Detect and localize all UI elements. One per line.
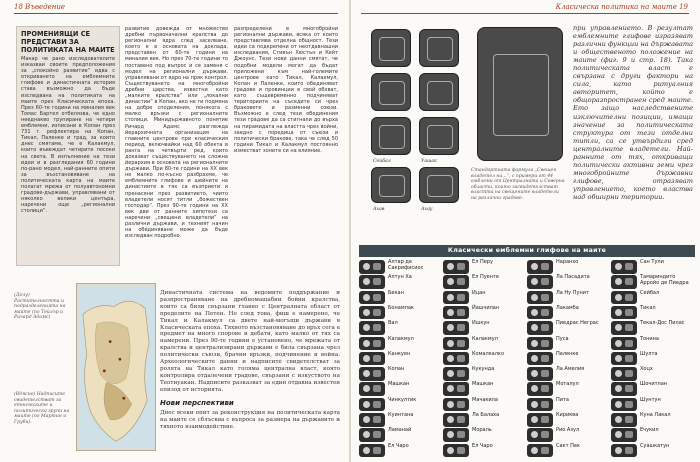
emblem-site-name: Текал-Дос Пилас [640, 320, 685, 327]
emblem-site-name: Паленке [556, 350, 579, 357]
emblem-site-name: Наранхо [556, 259, 579, 265]
emblem-site-name: Ла Амелия [556, 366, 585, 373]
emblem-site-name: Пуса [556, 335, 569, 342]
emblem-entry [527, 427, 611, 443]
emblem-entry [527, 320, 611, 336]
emblem-entry [443, 351, 527, 367]
emblem-site-name: Пита [556, 396, 569, 403]
glyph-image-3 [371, 73, 411, 111]
sidebar-text: Макар че рано изследователите изказваи своите предположения за „спокойно развитие“ идва с откриването на емблемните глифове и династичната история става възможно да бъде изследвана на политиката на маите през Класическата епоха. През 60-те години на миналия век Томас Бартел отбелязва, че едно нееднакво групиране на четири емблемни, изписани в Копан през 731 г. рефлектира на Копан, Тикал, Паленке и град, за които днес смятаме, че е Калакмул, които въвеждат четирите посоки на света. В изпълнение на тези идеи и в разгледания 60 години по-рано модел, най-ранните опити за възстановяване на политическата карта на маите полагат мрежа от полуавтономни градове-държави, управлявани от няколко велики центъра, наречени още „регионални столици“. [21, 56, 115, 215]
left-page-header [14, 3, 65, 11]
emblem-glyph-icon [611, 352, 637, 366]
emblem-glyph-icon [527, 306, 553, 320]
emblem-site-name: Калакмул [388, 335, 414, 342]
subhead-new-perspectives: Нови перспективи [160, 399, 234, 407]
emblem-site-name: Ла Пасадита [556, 274, 590, 281]
emblem-entry [527, 381, 611, 397]
emblem-glyph-icon [359, 413, 385, 427]
emblem-entry [359, 397, 443, 413]
emblem-entry [359, 259, 443, 275]
emblem-entry [527, 351, 611, 367]
glyph-label-3: Ахав [373, 207, 385, 212]
emblem-entry [611, 290, 695, 306]
emblem-site-name: Машкан [388, 381, 410, 388]
emblem-entry [359, 305, 443, 321]
emblem-entry [443, 397, 527, 413]
glyph-label-1: Сейбал [373, 159, 391, 164]
right-section-title: Класическа политика на маите [555, 3, 677, 11]
emblem-glyph-icon [611, 260, 637, 274]
emblem-table-title: Класически емблемни глифове на маите [359, 245, 695, 257]
emblem-glyph-icon [443, 398, 469, 412]
emblem-glyph-icon [611, 428, 637, 442]
emblem-glyph-icon [359, 382, 385, 396]
emblem-site-name: Ла Балаха [472, 412, 500, 418]
right-page [351, 0, 700, 462]
large-glyph-panel [477, 27, 563, 161]
emblem-glyph-icon [527, 444, 553, 458]
emblem-entry [611, 320, 695, 336]
emblem-entry [611, 412, 695, 428]
figure-caption: Стандартната формула „Свещен владетел на...“, с примери от 44 емблеми от Централната и Северна области, които засвидетелстват властта на свещените владетели на различни градове. [471, 168, 565, 201]
emblem-site-name: Кукунда [472, 366, 495, 373]
emblem-entry [527, 397, 611, 413]
subhead-text: Днес всеки опит за реконструкция на политическата карта на маите се сблъсква с въпроса за размера на държавите и тяхното взаимодействие. [160, 410, 340, 430]
emblem-entry [527, 290, 611, 306]
glyph-image-5 [371, 117, 411, 155]
emblem-glyph-icon [443, 428, 469, 442]
emblem-site-name: Тикал [640, 304, 656, 311]
emblem-site-name: Вал [388, 320, 398, 327]
emblem-entry [359, 381, 443, 397]
emblem-entry [611, 443, 695, 459]
emblem-entry [359, 412, 443, 428]
emblem-site-name: Алтун Ха [388, 274, 412, 281]
emblem-entry [527, 366, 611, 382]
emblem-entry [527, 274, 611, 290]
emblem-glyph-icon [443, 367, 469, 381]
emblem-glyph-icon [611, 398, 637, 412]
emblem-site-name: Хоцх [640, 366, 653, 373]
emblem-site-name: Машкан [472, 381, 494, 388]
emblem-glyph-icon [359, 367, 385, 381]
emblem-entry [443, 443, 527, 459]
emblem-entry [527, 443, 611, 459]
emblem-entry [611, 336, 695, 352]
emblem-entry [443, 290, 527, 306]
emblem-entry [443, 412, 527, 428]
emblem-entry [611, 305, 695, 321]
emblem-site-name: Сейбал [640, 289, 660, 296]
emblem-glyph-icon [611, 306, 637, 320]
emblem-entry [359, 320, 443, 336]
emblem-glyph-icon [527, 382, 553, 396]
emblem-glyph-icon [443, 352, 469, 366]
emblem-glyph-icon [611, 321, 637, 335]
emblem-entry [359, 366, 443, 382]
emblem-glyph-icon [443, 275, 469, 289]
emblem-entry [443, 336, 527, 352]
emblem-entry [359, 427, 443, 443]
emblem-entry [359, 443, 443, 459]
emblem-site-name: Рио Азул [556, 427, 580, 434]
emblem-entry [611, 259, 695, 275]
emblem-glyph-icon [527, 367, 553, 381]
map-caption-2: (Вдясно) Надписите свидетелстват за етническите и политически групи на маите (по Мартин и Груби). [14, 392, 70, 425]
emblem-entry [611, 397, 695, 413]
right-body-text: при управлението. В резултат емблемните глифове изразяват различни функции на държавата и общественото положение на маите (фиг. 9 и стр. 18). Така политическата власт е свързана с други фактори на сила, като ритуалния авторитет, който е общоразпространен сред маите. Ето защо наследствените изключителни позиции, имащи значение за политическата структура от тези отделни титли, са се утвърдили сред централните владетели. Най-ранните от тях, откриващи политически активни земи чрез многобройните държавни глифове, отразяват управлението, което властва над обширни територии. [573, 24, 693, 201]
emblem-entry [359, 274, 443, 290]
emblem-glyph-icon [611, 275, 637, 289]
emblem-glyph-icon [443, 382, 469, 396]
emblem-glyph-icon [443, 444, 469, 458]
emblem-site-name: Йашчилан [472, 304, 500, 311]
emblem-glyph-icon [443, 260, 469, 274]
emblem-glyph-icon [527, 291, 553, 305]
sidebar-title: ПРОМЕНИЯЩИ СЕ ПРЕДСТАВИ ЗА ПОЛИТИКАТА НА МАИТЕ [21, 30, 115, 54]
emblem-site-name: Лакамба [556, 304, 579, 311]
emblem-glyph-icon [527, 428, 553, 442]
emblem-entry [611, 351, 695, 367]
emblem-site-name: Пиедрас Неграс [556, 320, 599, 327]
sidebar-box [16, 26, 120, 266]
emblem-entry [611, 381, 695, 397]
emblem-site-name: Тамариндито Арройо де Пиедра [640, 274, 689, 287]
emblem-entry [527, 259, 611, 275]
emblem-entry [611, 274, 695, 290]
emblem-site-name: Куинтана [388, 412, 414, 418]
glyph-image-8 [419, 167, 459, 203]
left-section-title: Въведение [25, 3, 66, 11]
emblem-entry [443, 427, 527, 443]
emblem-entry [443, 259, 527, 275]
emblem-site-name: Ицан [472, 289, 486, 296]
emblem-site-name: Бекан [388, 289, 404, 296]
emblem-site-name: Алтар де Сакрифисиос [388, 259, 424, 271]
emblem-site-name: Калакмул [472, 335, 498, 342]
emblem-glyph-icon [527, 352, 553, 366]
emblem-site-name: Комалкалко [472, 350, 504, 357]
emblem-entry [359, 351, 443, 367]
emblem-glyph-icon [443, 337, 469, 351]
emblem-glyph-icon [611, 413, 637, 427]
glyph-label-2: Уашак [421, 159, 437, 164]
emblem-glyph-icon [359, 291, 385, 305]
emblem-glyph-icon [443, 413, 469, 427]
left-page-number: 18 [14, 3, 23, 11]
emblem-site-name: Ла Ну Пунит [556, 289, 589, 296]
emblem-glyph-icon [359, 444, 385, 458]
emblem-site-name: Мачакила [472, 396, 498, 403]
right-header-rule [361, 13, 689, 14]
emblem-entry [359, 336, 443, 352]
emblem-site-name: Ел Пуенте [472, 274, 499, 281]
emblem-site-name: Ел Перу [472, 259, 493, 265]
emblem-site-name: Ел Чаро [472, 442, 493, 449]
emblem-glyph-icon [443, 291, 469, 305]
emblem-entry [611, 427, 695, 443]
emblem-entry [443, 366, 527, 382]
emblem-entry [527, 336, 611, 352]
emblem-glyph-icon [359, 352, 385, 366]
emblem-glyph-icon [359, 260, 385, 274]
emblem-glyph-icon [527, 413, 553, 427]
glyph-label-4: Ахау [421, 207, 433, 212]
left-page [0, 0, 349, 462]
emblem-glyph-icon [527, 398, 553, 412]
map-graphic [77, 284, 155, 450]
glyph-image-7 [371, 167, 411, 203]
emblem-glyph-icon [359, 337, 385, 351]
emblem-glyph-table [359, 245, 695, 457]
column-3-text: разпределени в многобройни регионални държави, всяка от които представлява отделна общност. Тези идеи са подкрепени от неотдавнашни изследвания, Стивън Хюстън и Кейт Джоунс. Тези нови данни смятат, че подобни модели могат да бъдат приложени към най-големите центрове като Тикал, Калакмул, Копан и Паленке, които обединяват градове и провинции в свой обхват, като същевременно подчиняват териториите на съседите си чрез браковете и разменни союзи. Възможно е след тези обединения тези градове да са стигнали до върха на пирамидата на властта чрез войни, заедно с поредица от съюзи и политически бракове, така че след 50 години Тикал и Калакмул постоянно изместват зоните си на влияние. [234, 26, 338, 154]
emblem-glyph-icon [359, 428, 385, 442]
maya-region-map [76, 283, 156, 451]
emblem-site-name: Тонина [640, 335, 659, 342]
emblem-site-name: Чинкултик [388, 396, 417, 403]
emblem-site-name: Сакт Пек [556, 442, 580, 449]
emblem-glyph-icon [359, 398, 385, 412]
glyph-image-4 [419, 73, 459, 111]
emblem-glyph-icon [527, 260, 553, 274]
emblem-site-name: Ишкун [472, 320, 490, 327]
emblem-site-name: Канкуен [388, 350, 411, 357]
emblem-site-name: Ел Чаро [388, 442, 409, 449]
emblem-site-name: Ламанай [388, 427, 412, 434]
glyph-image-1 [371, 29, 411, 67]
left-header-rule [14, 13, 338, 14]
right-page-number: 19 [679, 3, 688, 11]
emblem-site-name: Сан Тули [640, 259, 664, 265]
emblem-glyph-icon [611, 444, 637, 458]
emblem-site-name: Бонампак [388, 304, 414, 311]
glyph-image-2 [419, 29, 459, 67]
emblem-glyph-icon [443, 306, 469, 320]
emblem-glyph-icon [359, 321, 385, 335]
glyph-figure [367, 27, 467, 223]
right-page-header [556, 3, 688, 11]
emblem-glyph-icon [527, 321, 553, 335]
emblem-glyph-icon [359, 306, 385, 320]
emblem-site-name: Шочитлан [640, 381, 668, 388]
emblem-site-name: Кириква [556, 412, 579, 418]
emblem-entry [443, 320, 527, 336]
emblem-glyph-icon [359, 275, 385, 289]
emblem-site-name: Моталул [556, 381, 579, 388]
emblem-site-name: Копан [388, 366, 405, 373]
emblem-glyph-icon [527, 275, 553, 289]
emblem-entry [359, 290, 443, 306]
emblem-glyph-icon [443, 321, 469, 335]
emblem-glyph-icon [611, 367, 637, 381]
emblem-glyph-icon [527, 337, 553, 351]
emblem-entry [527, 412, 611, 428]
emblem-site-name: Мораль [472, 427, 492, 434]
column-2-text: развитие довежда от множество дребни първоначални кралства до регионални ядра след заселване, което е в основата на доклада, представен от 60-те години на миналия век. Но през 70-те години то поставено под въпрос и се заменя с модел на регионални държави, управлявани от ядро на пряк контрол. Съществуването на многобройни дребни царства, известни като „малките кралства“ или „локални династии“ в Копан, ако не ги подмяна на добре споделения, понякога с малко връзки с регионалните столици. Минидържавното понятие Ричард Адамс разглежда йерархичната организация на главните центрове при класическия период, включвайки над 60 обекта в ранга на четвърти ред, които доказват съществуването на сложна йерархия в основата на регионалните държави. При 80-те години на XX век не малко по-късно разбрахме, че емблемните глифове и шейните на династиите в тях са възприети и пренасяни през развитието, чиито владетели носят титли „божествен господар“. През 90-те години на XX век две от ранните хипотези са наречени „свещени владетели“ на различни държави, и техният начин на обединяване може да бъде изследван подробно. [125, 26, 228, 240]
glyph-image-6 [419, 117, 459, 155]
emblem-entry [443, 381, 527, 397]
emblem-entry [443, 305, 527, 321]
emblem-glyph-icon [611, 382, 637, 396]
emblem-site-name: Шунтун [640, 396, 661, 403]
emblem-glyph-icon [611, 337, 637, 351]
emblem-site-name: Суашкатун [640, 442, 670, 449]
main-text: Династичната система на ведомите поддържание и разпространяване на дребномащабни бойни кралства, които са били свързани главно с Централната област от пределите на Петен. Но след това, фиш е намерено, че Тикал и Калакмул са двете най-могъщи държави в Класическата епоха. Тяхното възстановяване до връх сега е предмет на много спорове и дебати, като малко от тях са намерени. През 90-те години е установено, че мрежата от кралства и централизирани държави е била свързана чрез политически съюзи, брачни връзки, подчинение и война. Археологическите данни и надписите свидетелстват за ролята на Тикал като голяма централна власт, която контролира отдалечени градове, свързани с изкуството на Теотиуакан. Надписите разказват за един отдавна известен епизод от историята. [160, 290, 340, 393]
emblem-entry [527, 305, 611, 321]
emblem-entry [611, 366, 695, 382]
emblem-glyph-icon [611, 291, 637, 305]
emblem-entry [443, 274, 527, 290]
emblem-site-name: Шулта [640, 350, 658, 357]
map-caption-1: (Долу) Растителността и подразделенията на маите (по Тейлър и Ричард Адамс) [14, 293, 66, 321]
emblem-site-name: Ечукил [640, 427, 659, 434]
emblem-site-name: Куна Лакал [640, 412, 671, 418]
